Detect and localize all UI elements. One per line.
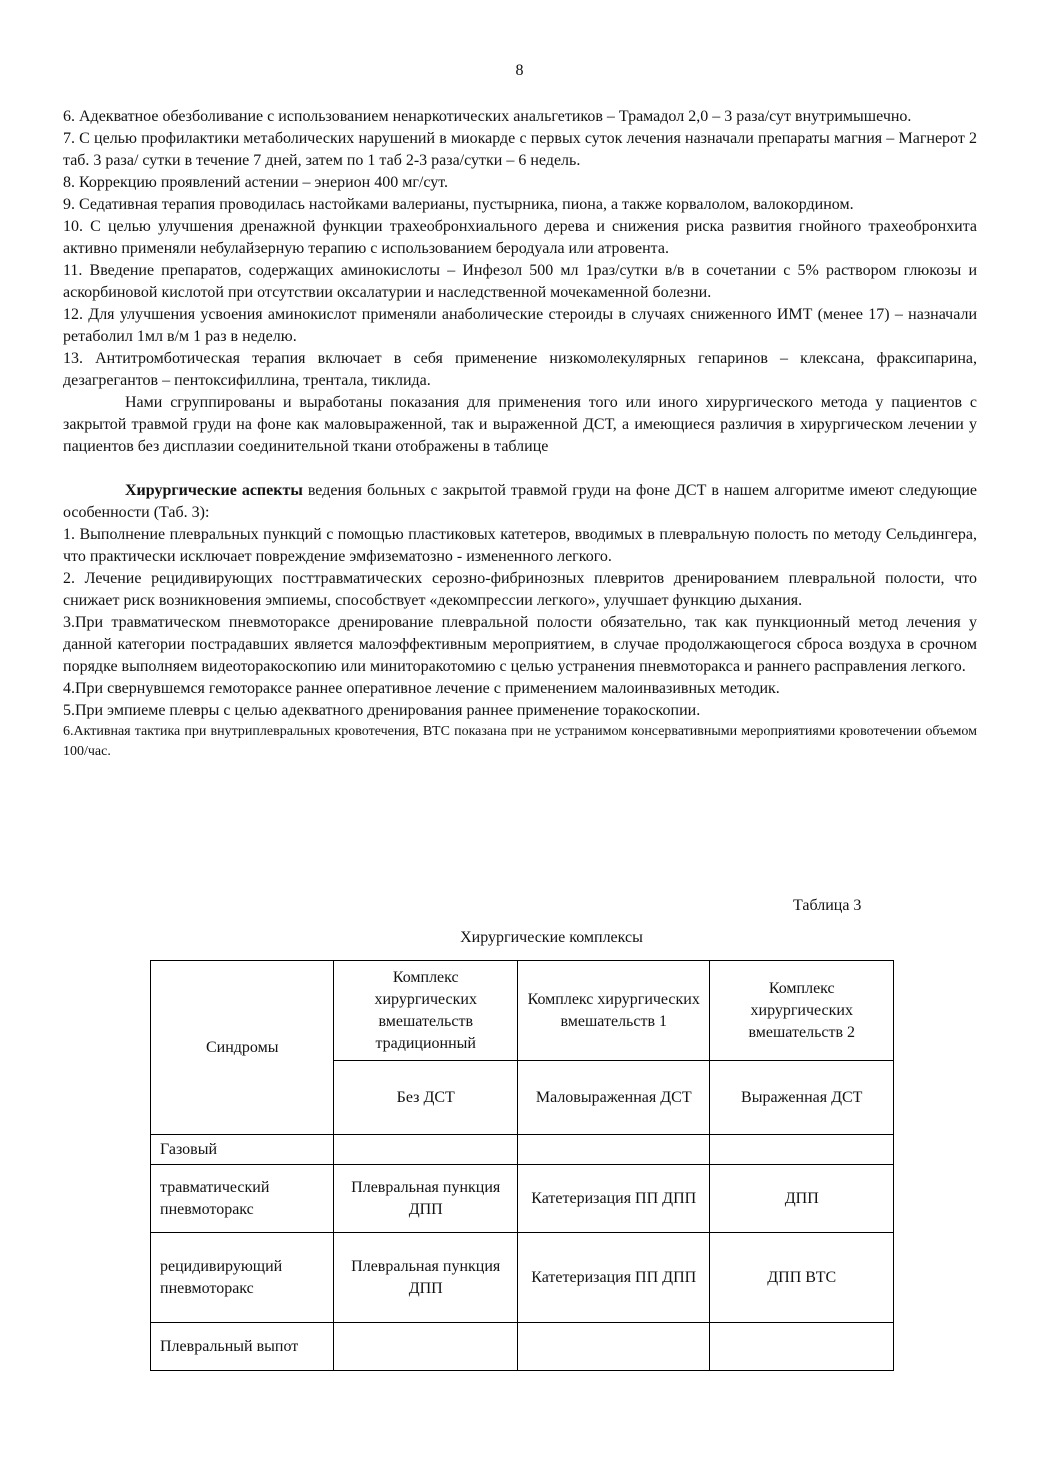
item-12: 12. Для улучшения усвоения аминокислот применяли анаболические стероиды в случаях сниженного ИМТ (менее 17) – назначали ретаболил 1мл в/м 1 раз в неделю. — [63, 306, 977, 345]
surgical-bold-lead: Хирургические аспекты — [125, 482, 303, 499]
cell-recur-traditional: Плевральная пункция ДПП — [334, 1233, 517, 1323]
cell-trauma-complex-2: ДПП — [710, 1165, 894, 1233]
row-pleural-effusion: Плевральный выпот — [151, 1323, 334, 1371]
page-number: 8 — [515, 62, 524, 79]
item-9: 9. Седативная терапия проводилась настойками валерианы, пустырника, пиона, а также корвалолом, валокордином. — [63, 196, 854, 213]
header-complex-1: Комплекс хирургических вмешательств 1 — [517, 961, 710, 1061]
table-row — [151, 1323, 894, 1371]
header-syndromes: Синдромы — [151, 961, 334, 1135]
surgical-item-4: 4.При свернувшемся гемотораксе раннее оперативное лечение с применением малоинвазивных методик. — [63, 680, 780, 697]
row-traumatic-pneumothorax: травматический пневмоторакс — [151, 1165, 334, 1233]
header-traditional: Комплекс хирургических вмешательств традиционный — [334, 961, 517, 1061]
item-10: 10. С целью улучшения дренажной функции трахеобронхиального дерева и снижения риска развития гнойного трахеобронхита активно применяли небулайзерную терапию с использованием беродуала или атровента. — [63, 218, 977, 257]
surgical-intro — [63, 480, 977, 524]
surgical-item-6: 6.Активная тактика при внутриплевральных кровотечения, ВТС показана при не устранимом консервативными мероприятиями кровотечении объемом 100/час. — [63, 724, 977, 759]
surgical-item-2: 2. Лечение рецидивирующих посттравматических серозно-фибринозных плевритов дренированием плевральной полости, что снижает риск возникновения эмпиемы, способствует «декомпрессии легкого», улучшает функцию дыхания. — [63, 570, 977, 609]
surgical-item-3: 3.При травматическом пневмотораксе дренирование плевральной полости обязательно, так как пункционный метод лечения у данной категории пострадавших является малоэффективным мероприятием, в случае продолжающегося сброса воздуха в срочном порядке выполняем видеоторакоскопию или миниторакотомию с целью устранения пневмоторакса и раннего расправления легкого. — [63, 614, 977, 675]
table-label: Таблица 3 — [793, 897, 862, 914]
surgical-item-1: 1. Выполнение плевральных пункций с помощью пластиковых катетеров, вводимых в плевральную полость по методу Сельдингера, что практически исключает повреждение эмфизематозно - измененного легкого. — [63, 526, 977, 565]
subheader-severe-dst: Выраженная ДСТ — [710, 1061, 894, 1135]
table-row — [151, 1165, 894, 1233]
item-7: 7. С целью профилактики метаболических нарушений в миокарде с первых суток лечения назначали препараты магния – Магнерот 2 таб. 3 раза/ сутки в течение 7 дней, затем по 1 таб 2-3 раза/сутки – 6 недель. — [63, 130, 977, 169]
cell-recur-complex-2: ДПП ВТС — [710, 1233, 894, 1323]
cell-trauma-traditional: Плевральная пункция ДПП — [334, 1165, 517, 1233]
table-row — [151, 1135, 894, 1165]
groups-paragraph: Нами сгруппированы и выработаны показания для применения того или иного хирургического метода у пациентов с закрытой травмой груди на фоне как маловыраженной, так и выраженной ДСТ, а имеющиеся различия в хирургическом лечении у пациентов без дисплазии соединительной ткани отображены в таблице — [63, 394, 977, 455]
surgical-lead-rest: ведения больных с закрытой травмой груди на фоне ДСТ в нашем алгоритме имеют следующие особенности (Таб. 3): — [63, 482, 978, 521]
item-13: 13. Антитромботическая терапия включает в себя применение низкомолекулярных гепаринов – клексана, фраксипарина, дезагрегантов – пентоксифиллина, трентала, тиклида. — [63, 350, 977, 389]
item-6: 6. Адекватное обезболивание с использованием ненаркотических анальгетиков – Трамадол 2,0 – 3 раза/сут внутримышечно. — [63, 108, 912, 125]
row-recurrent-pneumothorax: рецидивирующий пневмоторакс — [151, 1233, 334, 1323]
table-title: Хирургические комплексы — [460, 929, 643, 946]
item-8: 8. Коррекцию проявлений астении – энерион 400 мг/сут. — [63, 174, 449, 191]
body-text — [63, 106, 977, 762]
surgical-complexes-table — [150, 960, 894, 1371]
subheader-mild-dst: Маловыраженная ДСТ — [517, 1061, 710, 1135]
cell-recur-complex-1: Катетеризация ПП ДПП — [517, 1233, 710, 1323]
table-row — [151, 1233, 894, 1323]
table-header-row — [151, 961, 894, 1061]
row-gas: Газовый — [151, 1135, 334, 1165]
subheader-no-dst: Без ДСТ — [334, 1061, 517, 1135]
item-11: 11. Введение препаратов, содержащих аминокислоты – Инфезол 500 мл 1раз/сутки в/в в сочетании с 5% раствором глюкозы и аскорбиновой кислотой при отсутствии оксалатурии и наследственной мочекаменной болезни. — [63, 262, 977, 301]
cell-trauma-complex-1: Катетеризация ПП ДПП — [517, 1165, 710, 1233]
header-complex-2: Комплекс хирургических вмешательств 2 — [710, 961, 894, 1061]
surgical-item-5: 5.При эмпиеме плевры с целью адекватного дренирования раннее применение торакоскопии. — [63, 702, 701, 719]
